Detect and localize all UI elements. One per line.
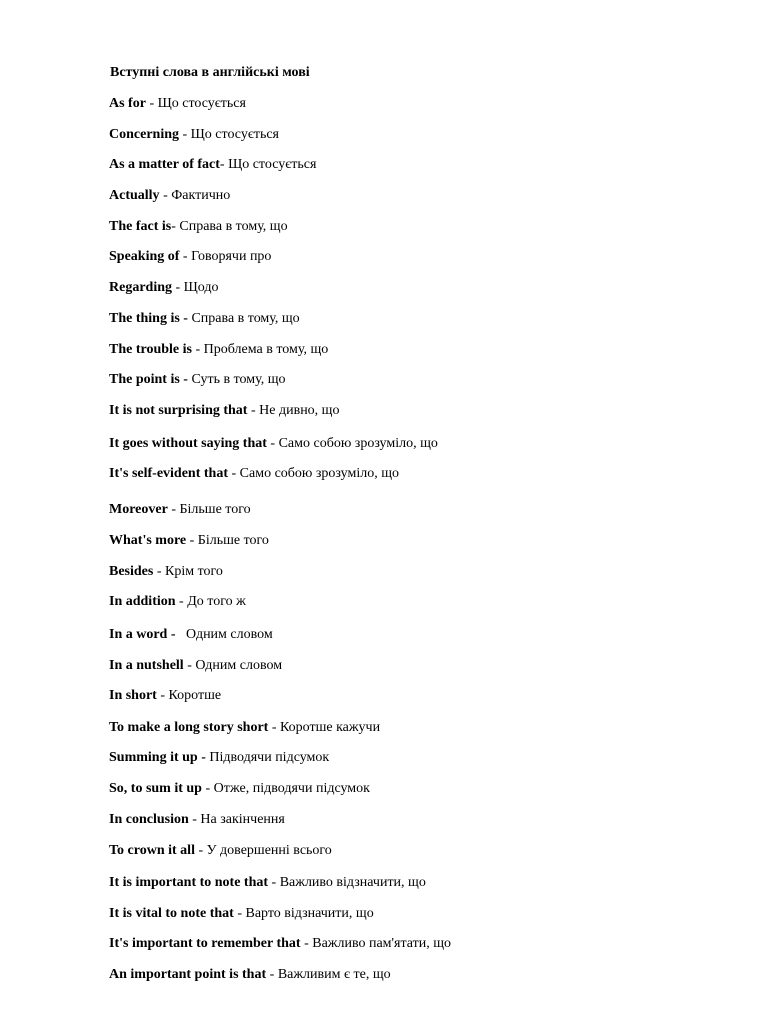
phrase-entry	[109, 279, 219, 297]
english-phrase: It's self-evident that	[109, 466, 228, 481]
phrase-entry	[109, 842, 332, 860]
ukrainian-translation: Не дивно, що	[259, 403, 340, 418]
ukrainian-translation: Одним словом	[186, 627, 273, 642]
english-phrase: Moreover	[109, 502, 168, 517]
english-phrase: It is not surprising that	[109, 403, 248, 418]
phrase-entry	[109, 811, 285, 829]
english-phrase: An important point is that	[109, 967, 267, 982]
english-phrase: The thing is -	[109, 311, 188, 326]
ukrainian-translation: Щодо	[183, 280, 219, 295]
document-title: Вступні слова в англійські мові	[110, 65, 310, 80]
english-phrase: In short	[109, 688, 157, 703]
ukrainian-translation: Важливо пам'ятати, що	[312, 936, 452, 951]
english-phrase: To make a long story short	[109, 720, 269, 735]
ukrainian-translation: Підводячи підсумок	[209, 750, 330, 765]
phrase-entry	[109, 371, 285, 389]
separator: -	[268, 875, 280, 890]
ukrainian-translation: Суть в тому, що	[191, 372, 286, 387]
english-phrase: Actually	[109, 188, 160, 203]
separator: -	[194, 843, 207, 858]
phrase-entry	[109, 563, 223, 581]
english-phrase: Besides	[109, 564, 154, 579]
phrase-entry	[109, 687, 221, 705]
separator: -	[266, 967, 278, 982]
separator: -	[201, 781, 214, 796]
phrase-entry	[109, 657, 282, 675]
english-phrase: So, to sum it up	[109, 781, 202, 796]
separator: -	[186, 533, 198, 548]
english-phrase: It is vital to note that	[109, 906, 234, 921]
ukrainian-translation: Варто відзначити, що	[245, 906, 374, 921]
separator: -	[159, 188, 172, 203]
separator: -	[167, 502, 180, 517]
separator: -	[266, 436, 279, 451]
phrase-entry	[109, 402, 339, 420]
phrase-entry	[109, 905, 374, 923]
ukrainian-translation: Більше того	[197, 533, 269, 548]
english-phrase: The trouble is	[109, 342, 192, 357]
phrase-entry	[109, 465, 399, 483]
phrase-entry	[109, 935, 451, 953]
separator: -	[171, 219, 180, 234]
ukrainian-translation: Одним словом	[195, 658, 283, 673]
english-phrase: The point is -	[109, 372, 188, 387]
separator: -	[247, 403, 260, 418]
ukrainian-translation: Коротше кажучи	[280, 720, 381, 735]
ukrainian-translation: Важливим є те, що	[277, 967, 391, 982]
phrase-entry	[109, 95, 246, 113]
phrase-entry	[109, 532, 269, 550]
separator: -	[188, 812, 201, 827]
english-phrase: In a nutshell	[109, 658, 184, 673]
separator: -	[183, 658, 196, 673]
ukrainian-translation: Проблема в тому, що	[203, 342, 329, 357]
separator: -	[233, 906, 246, 921]
phrase-entry	[109, 126, 279, 144]
ukrainian-translation: Само собою зрозуміло, що	[278, 436, 438, 451]
ukrainian-translation: Більше того	[179, 502, 251, 517]
english-phrase: Summing it up -	[109, 750, 206, 765]
english-phrase: To crown it all	[109, 843, 195, 858]
english-phrase: The fact is	[109, 219, 172, 234]
english-phrase: As a matter of fact	[109, 157, 220, 172]
separator: -	[172, 280, 184, 295]
ukrainian-translation: Справа в тому, що	[179, 219, 288, 234]
separator: -	[191, 342, 204, 357]
english-phrase: It is important to note that	[109, 875, 269, 890]
ukrainian-translation: Важливо відзначити, що	[279, 875, 426, 890]
ukrainian-translation: Коротше	[168, 688, 222, 703]
ukrainian-translation: Що стосується	[228, 157, 317, 172]
ukrainian-translation: На закінчення	[200, 812, 285, 827]
ukrainian-translation: Крім того	[165, 564, 223, 579]
english-phrase: It goes without saying that	[109, 436, 267, 451]
english-phrase: Regarding	[109, 280, 172, 295]
english-phrase: What's more	[109, 533, 187, 548]
phrase-entry	[109, 435, 438, 453]
english-phrase: Concerning	[109, 127, 179, 142]
phrase-entry	[109, 626, 273, 644]
phrase-entry	[109, 780, 370, 798]
phrase-entry	[109, 248, 271, 266]
english-phrase: In addition	[109, 594, 176, 609]
phrase-entry	[109, 156, 316, 174]
separator: -	[300, 936, 313, 951]
phrase-entry	[109, 749, 329, 767]
ukrainian-translation: Що стосується	[157, 96, 246, 111]
separator: -	[179, 249, 192, 264]
separator: -	[268, 720, 280, 735]
english-phrase: Speaking of	[109, 249, 180, 264]
ukrainian-translation: Говорячи про	[191, 249, 272, 264]
phrase-entry	[109, 310, 300, 328]
phrase-entry	[109, 187, 230, 205]
separator: -	[219, 157, 229, 172]
english-phrase: As for	[109, 96, 146, 111]
phrase-entry	[109, 341, 328, 359]
english-phrase: In a word -	[109, 627, 176, 642]
separator: -	[145, 96, 158, 111]
phrase-entry	[109, 719, 380, 737]
ukrainian-translation: Фактично	[171, 188, 231, 203]
ukrainian-translation: До того ж	[187, 594, 246, 609]
separator: -	[175, 594, 188, 609]
separator: -	[156, 688, 169, 703]
ukrainian-translation: Само собою зрозуміло, що	[239, 466, 399, 481]
english-phrase: In conclusion	[109, 812, 189, 827]
ukrainian-translation: У довершенні всього	[206, 843, 332, 858]
separator: -	[153, 564, 166, 579]
english-phrase: It's important to remember that	[109, 936, 301, 951]
separator	[176, 627, 187, 642]
ukrainian-translation: Що стосується	[190, 127, 279, 142]
separator: -	[228, 466, 240, 481]
phrase-entry	[109, 218, 288, 236]
phrase-entry	[109, 966, 391, 984]
phrase-entry	[109, 501, 251, 519]
ukrainian-translation: Справа в тому, що	[191, 311, 300, 326]
phrase-entry	[109, 593, 246, 611]
ukrainian-translation: Отже, підводячи підсумок	[213, 781, 370, 796]
separator: -	[179, 127, 191, 142]
phrase-entry	[109, 874, 426, 892]
